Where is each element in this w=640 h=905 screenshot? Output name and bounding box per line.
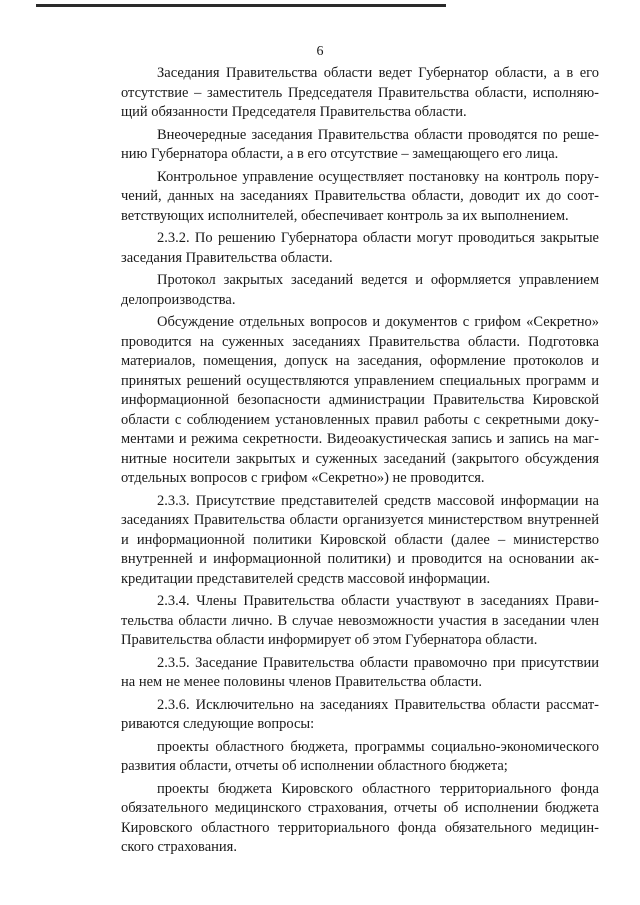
paragraph-2-3-6: 2.3.6. Исключительно на заседаниях Правительства области рассматриваются следующие вопросы: [121,696,599,732]
paragraph-medical-fund-budget: проекты бюджета Кировского областного территориального фонда обязательного медицинского страхования, отчеты об исполнении бюджета Кировского областного территориального фонда обязательного медицинского страхования. [121,780,599,855]
page-number: 6 [316,44,324,59]
paragraph-2-3-2: 2.3.2. По решению Губернатора области могут проводиться закрытые заседания Правительства области. [121,230,599,266]
paragraph-chair: Заседания Правительства области ведет Губернатор области, а в его отсутствие – заместитель Председателя Правительства области, исполняющий обязанности Председателя Правительства области. [121,65,599,120]
paragraph-2-3-3: 2.3.3. Присутствие представителей средств массовой информации на заседаниях Правительства области организуется министерством внутренней и информационной политики Кировской области (далее – министерство внутренней и информационной политики) и проводится на основании аккредитации представителей средств массовой информации. [121,492,599,587]
paragraph-control-department: Контрольное управление осуществляет постановку на контроль поручений, данных на заседаниях Правительства области, доводит их до соответствующих исполнителей, обеспечивает контроль за их выполнением. [121,168,599,224]
paragraph-2-3-5: 2.3.5. Заседание Правительства области правомочно при присутствии на нем не менее половины членов Правительства области. [121,654,599,690]
document-body [121,64,599,861]
paragraph-2-3-4: 2.3.4. Члены Правительства области участвуют в заседаниях Правительства области лично. В случае невозможности участия в заседании член Правительства области информирует об этом Губернатора области. [121,593,599,648]
paragraph-closed-protocol: Протокол закрытых заседаний ведется и оформляется управлением делопроизводства. [121,272,599,308]
paragraph-regional-budget: проекты областного бюджета, программы социально-экономического развития области, отчеты об исполнении областного бюджета; [121,738,599,774]
paragraph-extraordinary-sessions: Внеочередные заседания Правительства области проводятся по решению Губернатора области, а в его отсутствие – замещающего его лица. [121,126,599,162]
scan-edge-line [36,4,446,7]
paragraph-secret-documents: Обсуждение отдельных вопросов и документов с грифом «Секретно» проводится на суженных заседаниях Правительства области. Подготовка материалов, помещения, допуск на заседания, оформление протоколов и принятых решений осуществляются управлением специальных программ и информационной безопасности администрации Правительства Кировской области с соблюдением установленных правил работы с секретными документами и режима секретности. Видеоакустическая запись и запись на магнитные носители закрытых и суженных заседаний (закрытого обсуждения отдельных вопросов с грифом «Секретно») не проводится. [121,314,599,486]
